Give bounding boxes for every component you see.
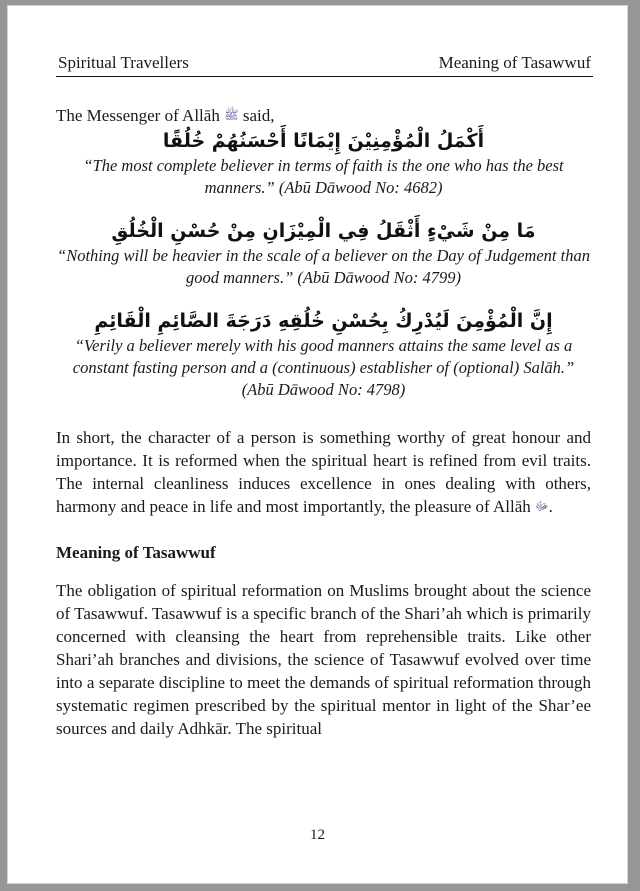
summary-end: .	[548, 497, 553, 516]
hadith-1	[56, 127, 591, 199]
section-heading: Meaning of Tasawwuf	[56, 543, 216, 562]
section-paragraph: The obligation of spiritual reformation on Muslims brought about the science of Tasawwuf. Tasawwuf is a specific branch of the Shari’ah which is primarily concerned with cleansing the heart from reprehensible traits. Like other Shari’ah branches and divisions, the science of Tasawwuf evolved over time into a separate discipline to meet the demands of spiritual reformation through systematic regimen prescribed by the spiritual mentor in light of the Shar’ee sources and daily Adhkār. The spiritual	[56, 581, 591, 738]
hadith-translation: “Verily a believer merely with his good manners attains the same level as a constant fasting person and a (continuous) establisher of (optional) Salāh.” (Abū Dāwood No: 4798)	[72, 336, 575, 399]
hadith-arabic: مَا مِنْ شَيْءٍ أَثْقَلُ فِي الْمِيْزَانِ مِنْ حُسْنِ الْخُلُقِ	[111, 220, 536, 242]
intro-text-after: said,	[242, 106, 275, 125]
intro-line	[56, 104, 591, 127]
salawat-symbol-icon: ﷺ	[224, 108, 239, 122]
hadith-arabic: أَكْمَلُ الْمُؤْمِنِيْنَ إِيْمَانًا أَحْسَنُهُمْ خُلُقًا	[162, 130, 485, 152]
intro-text: The Messenger of Allāh	[56, 106, 220, 125]
hadith-translation: “The most complete believer in terms of faith is the one who has the best manners.” (Abū Dāwood No: 4682)	[83, 156, 564, 197]
document-page	[7, 5, 628, 884]
summary-text: In short, the character of a person is something worthy of great honour and importance. It is reformed when the spiritual heart is refined from evil traits. The internal cleanliness induces excellence in ones dealing with others, harmony and peace in life and most importantly, the pleasure of Allāh	[56, 428, 591, 516]
glorification-symbol-icon: ﷻ	[535, 499, 549, 513]
book-title: Spiritual Travellers	[58, 53, 189, 72]
hadith-3	[56, 307, 591, 401]
page-content	[56, 104, 591, 740]
summary-paragraph	[56, 426, 591, 518]
hadith-arabic: إِنَّ الْمُؤْمِنَ لَيُدْرِكُ بِحُسْنِ خُلُقِهِ دَرَجَةَ الصَّائِمِ الْقَائِمِ	[94, 310, 553, 332]
hadith-2	[56, 217, 591, 289]
running-header	[56, 52, 593, 77]
page-number: 12	[310, 827, 325, 843]
chapter-title: Meaning of Tasawwuf	[438, 53, 591, 72]
hadith-translation: “Nothing will be heavier in the scale of a believer on the Day of Judgement than good manners.” (Abū Dāwood No: 4799)	[57, 246, 590, 287]
